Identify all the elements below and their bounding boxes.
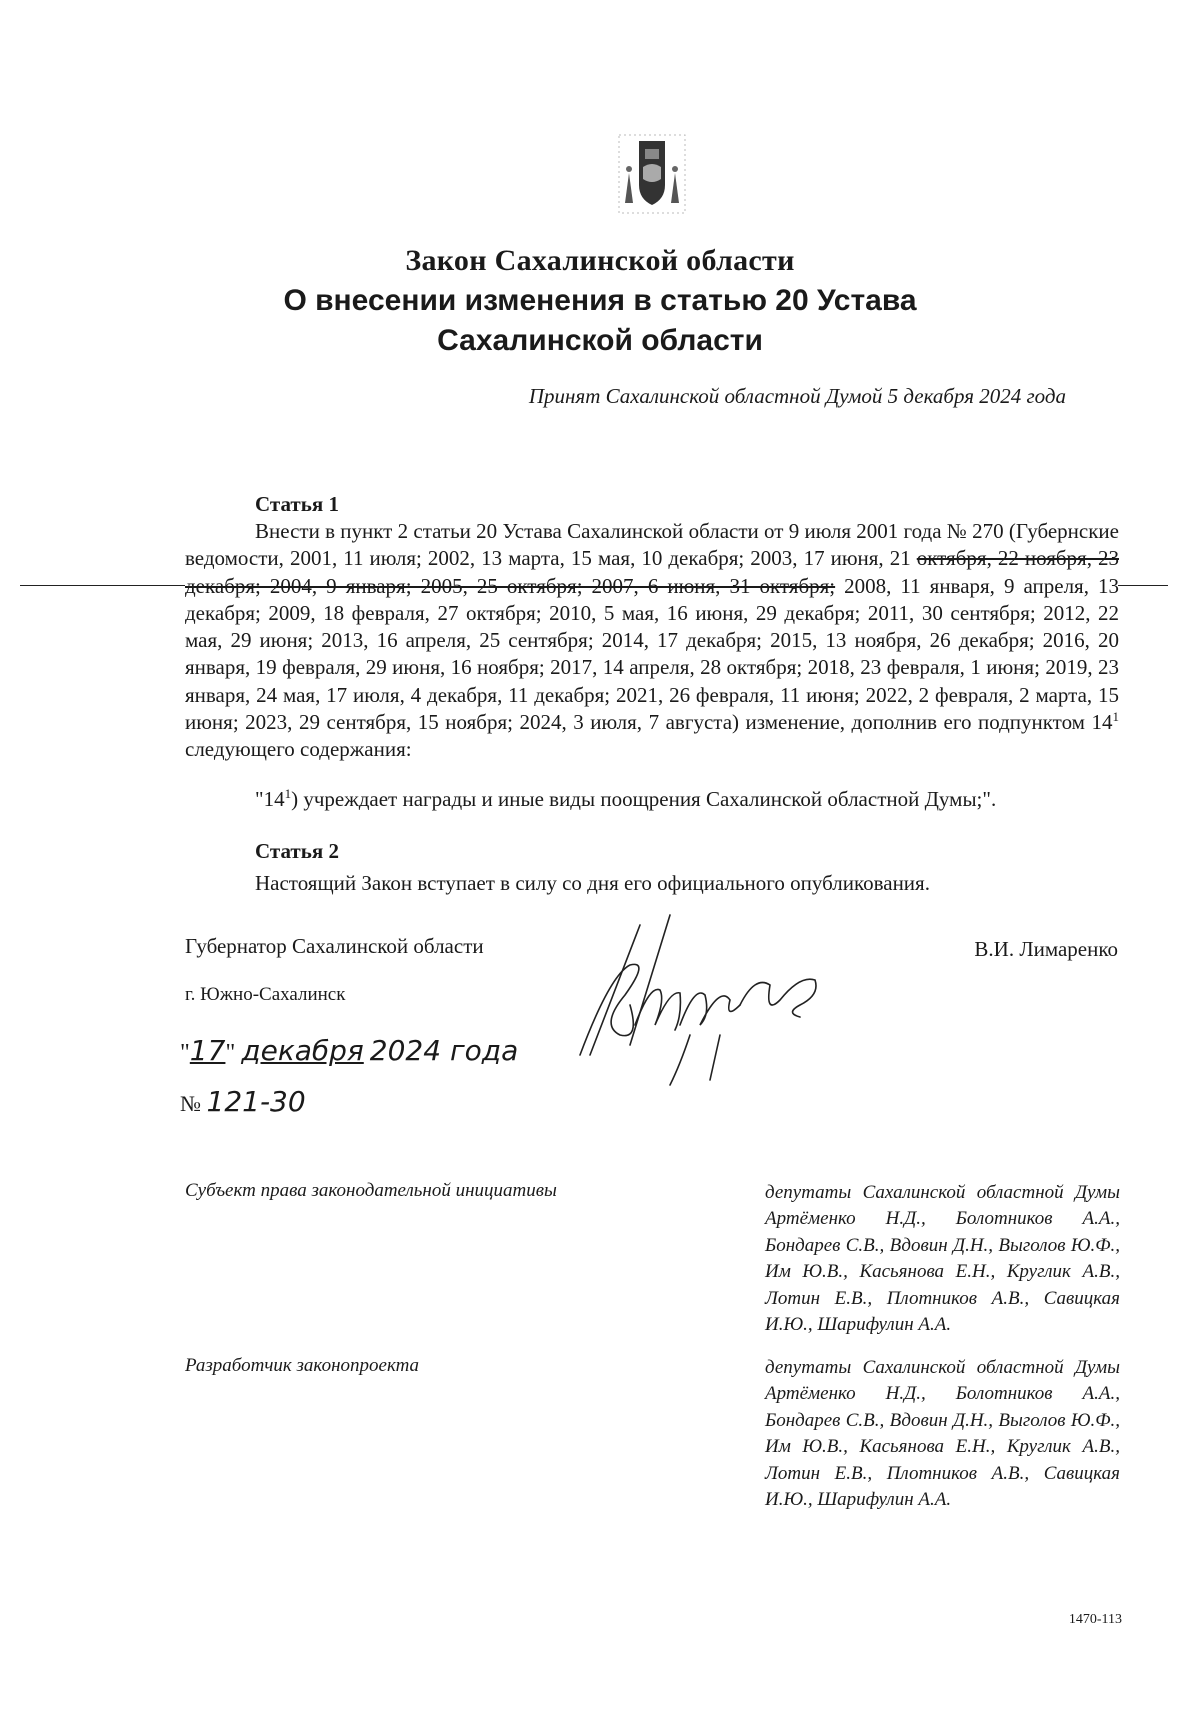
law-title: Закон Сахалинской области (405, 244, 795, 277)
initiative-subject-authors: депутаты Сахалинской областной Думы Артёменко Н.Д., Болотников А.А., Бондарев С.В., Вдовин Д.Н., Выголов Ю.Ф., Им Ю.В., Касьянова Е.Н., Круглик А.В., Лотин Е.В., Плотников А.В., Савицкая И.Ю., Шарифулин А.А. (765, 1182, 1120, 1336)
number-prefix: № (180, 1091, 201, 1116)
adoption-note: Принят Сахалинской областной Думой 5 декабря 2024 года (528, 384, 1066, 408)
article2-heading: Статья 2 (255, 839, 339, 863)
article1-heading: Статья 1 (255, 492, 339, 516)
number-value: 121-30 (206, 1085, 306, 1118)
law-subtitle-line1: О внесении изменения в статью 20 Устава (283, 284, 917, 317)
initiative-subject-label: Субъект права законодательной инициативы (185, 1180, 557, 1201)
city: г. Южно-Сахалинск (185, 984, 346, 1005)
amendment-quote (255, 787, 996, 812)
law-number (180, 1085, 306, 1118)
strike-margin-right (1118, 585, 1168, 586)
quote-open: "14 (255, 787, 285, 811)
signing-date: "17" декабря 2024 года (180, 1034, 519, 1067)
article1-text-end: следующего содержания: (185, 737, 412, 762)
strike-margin-left (20, 585, 185, 586)
quote-superscript: 1 (284, 786, 292, 801)
law-subtitle-line2: Сахалинской области (437, 324, 763, 357)
bill-developer-authors: депутаты Сахалинской областной Думы Артёменко Н.Д., Болотников А.А., Бондарев С.В., Вдовин Д.Н., Выголов Ю.Ф., Им Ю.В., Касьянова Е.Н., Круглик А.В., Лотин Е.В., Плотников А.В., Савицкая И.Ю., Шарифулин А.А. (765, 1357, 1120, 1511)
governor-title: Губернатор Сахалинской области (185, 934, 484, 958)
governor-name: В.И. Лимаренко (974, 937, 1118, 961)
quote-text: ) учреждает награды и иные виды поощрения Сахалинской областной Думы;". (291, 787, 997, 811)
date-day: 17 (189, 1034, 226, 1067)
article1-struck-text: октября, 22 ноября, 23 декабря; 2004, 9 января; 2005, 25 октября; 2007, 6 июня, 31 октября; (185, 546, 1119, 598)
coat-of-arms-icon (617, 133, 687, 215)
article1-superscript: 1 (1112, 709, 1119, 725)
article2-text: Настоящий Закон вступает в силу со дня его официального опубликования. (255, 871, 930, 895)
date-year: 2024 года (369, 1034, 519, 1067)
handwritten-signature (570, 905, 870, 1105)
article1-text-part1: Внести в пункт 2 статьи 20 Устава Сахалинской области от 9 июля 2001 года № 270 (Губернские ведомости, 2001, 11 июля; 2002, 13 марта, 15 мая, 10 декабря; 2003, 17 июня, 21 (185, 519, 1119, 571)
bill-developer-label: Разработчик законопроекта (185, 1355, 420, 1376)
document-reference: 1470-113 (1068, 1612, 1122, 1627)
article1-text-part2: 2008, 11 января, 9 апреля, 13 декабря; 2009, 18 февраля, 27 октября; 2010, 5 мая, 16 июня, 29 декабря; 2011, 30 сентября; 2012, 22 мая, 29 июня; 2013, 16 апреля, 25 сентября; 2014, 17 декабря; 2015, 13 ноября, 26 декабря; 2016, 20 января, 19 февраля, 29 июня, 16 ноября; 2017, 14 апреля, 28 октября; 2018, 23 февраля, 1 июня; 2019, 23 января, 24 мая, 17 июля, 4 декабря, 11 декабря; 2021, 26 февраля, 11 июня; 2022, 2 февраля, 2 марта, 15 июня; 2023, 29 сентября, 15 ноября; 2024, 3 июля, 7 августа) изменение, дополнив его подпунктом 14 (185, 573, 1119, 735)
date-month: декабря (241, 1034, 364, 1067)
article1-text (185, 518, 1119, 764)
